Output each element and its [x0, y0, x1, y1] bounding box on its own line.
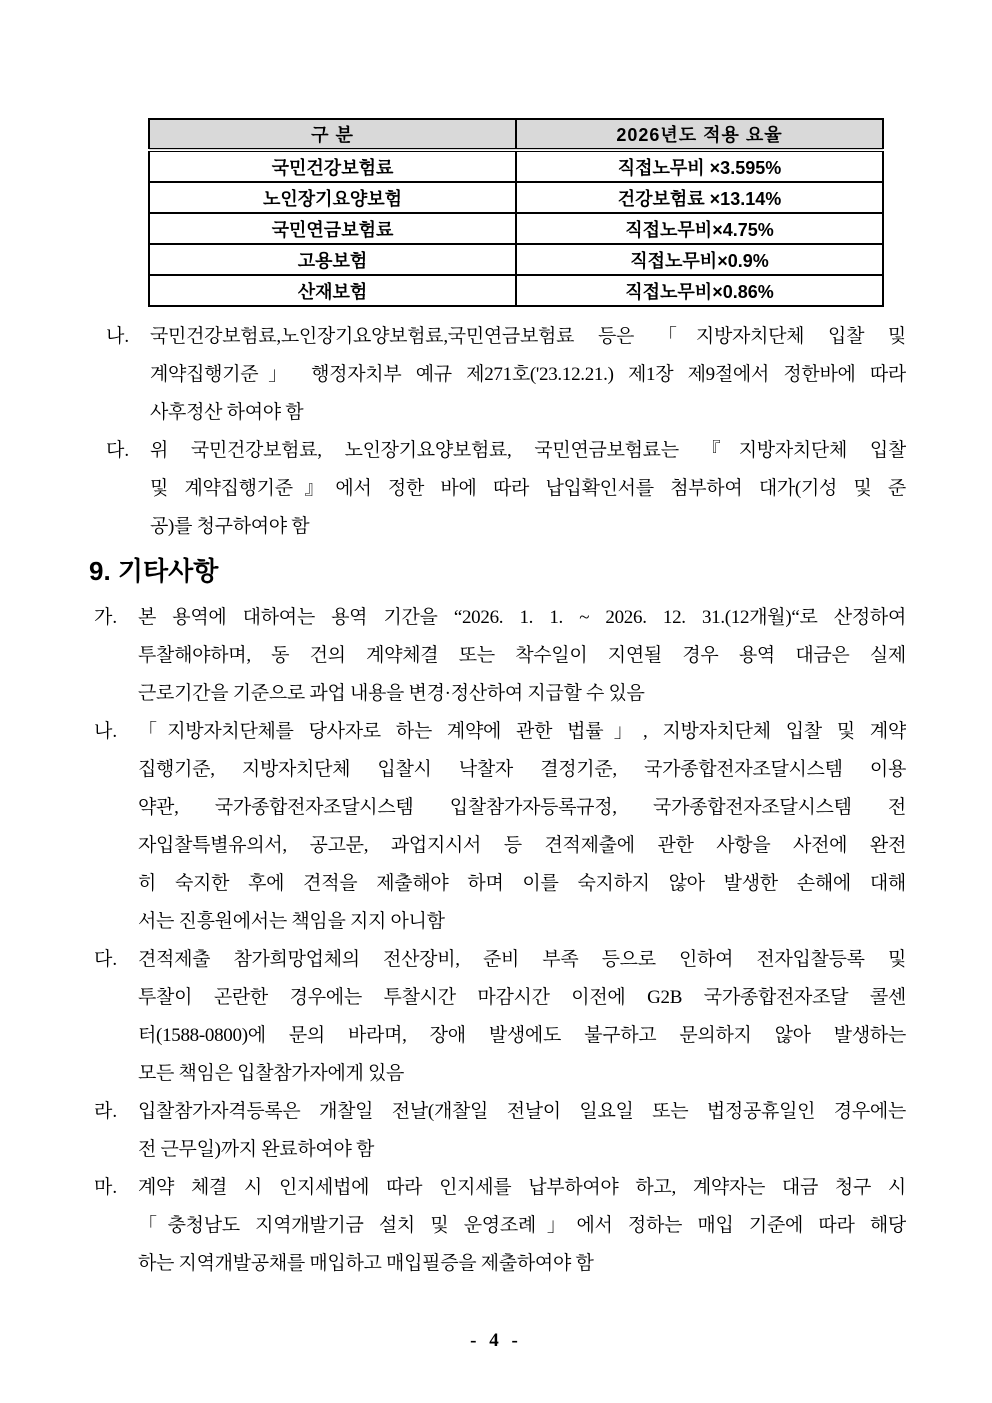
text-line: 계약 체결 시 인지세법에 따라 인지세를 납부하여야 하고, 계약자는 대금 청구 시: [138, 1177, 906, 1198]
item-lines: [150, 318, 906, 432]
text-line: 및 계약집행기준』에서 정한 바에 따라 납입확인서를 첨부하여 대가(기성 및 준: [150, 478, 906, 499]
table-row: [149, 182, 883, 213]
text-line: 전 근무일)까지 완료하여야 함: [138, 1139, 375, 1160]
text-line: 서는 진흥원에서는 책임을 지지 아니함: [138, 911, 445, 932]
cell-category: 노인장기요양보험: [149, 182, 516, 213]
text-line: 약관, 국가종합전자조달시스템 입찰참가자등록규정, 국가종합전자조달시스템 전: [138, 797, 906, 818]
text-line: 위 국민건강보험료, 노인장기요양보험료, 국민연금보험료는 『지방자치단체 입찰: [150, 440, 906, 461]
text-line: 집행기준, 지방자치단체 입찰시 낙찰자 결정기준, 국가종합전자조달시스템 이용: [138, 759, 906, 780]
section-item-ma: [94, 1169, 906, 1283]
note-item-da: [106, 432, 906, 546]
section-9-items: [94, 599, 906, 1283]
text-line: 국민건강보험료,노인장기요양보험료,국민연금보험료 등은 「지방자치단체 입찰 및: [150, 326, 906, 347]
section-9-heading: 9. 기타사항: [89, 556, 219, 586]
text-line: 히 숙지한 후에 견적을 제출해야 하며 이를 숙지하지 않아 발생한 손해에 대해: [138, 873, 906, 894]
table-row: [149, 244, 883, 275]
column-header-rate: 2026년도 적용 요율: [516, 119, 883, 150]
item-marker: 나.: [94, 721, 118, 742]
note-item-na: [106, 318, 906, 432]
cell-rate: 건강보험료 ×13.14%: [516, 182, 883, 213]
item-lines: [138, 713, 906, 941]
cell-category: 고용보험: [149, 244, 516, 275]
item-marker: 나.: [106, 326, 130, 347]
page-number: - 4 -: [470, 1330, 522, 1351]
text-line: 「충청남도 지역개발기금 설치 및 운영조례」에서 정하는 매입 기준에 따라 해당: [138, 1215, 906, 1236]
item-marker: 다.: [94, 949, 118, 970]
text-line: 견적제출 참가희망업체의 전산장비, 준비 부족 등으로 인하여 전자입찰등록 및: [138, 949, 906, 970]
cell-rate: 직접노무비 ×3.595%: [516, 150, 883, 182]
column-header-category: 구 분: [149, 119, 516, 150]
item-marker: 라.: [94, 1101, 118, 1122]
insurance-rate-table: [148, 118, 884, 307]
cell-category: 국민건강보험료: [149, 150, 516, 182]
item-marker: 가.: [94, 607, 118, 628]
text-line: 터(1588-0800)에 문의 바라며, 장애 발생에도 불구하고 문의하지 않아 발생하는: [138, 1025, 906, 1046]
item-marker: 다.: [106, 440, 130, 461]
text-line: 입찰참가자격등록은 개찰일 전날(개찰일 전날이 일요일 또는 법정공휴일인 경우에는: [138, 1101, 906, 1122]
table-row: [149, 150, 883, 182]
table-row: [149, 275, 883, 306]
text-line: 근로기간을 기준으로 과업 내용을 변경·정산하여 지급할 수 있음: [138, 683, 645, 704]
section-item-da: [94, 941, 906, 1093]
cell-category: 국민연금보험료: [149, 213, 516, 244]
text-line: 계약집행기준」 행정자치부 예규 제271호('23.12.21.) 제1장 제9절에서 정한바에 따라: [150, 364, 906, 385]
item-lines: [138, 1169, 906, 1283]
notes-list: [106, 318, 906, 546]
cell-category: 산재보험: [149, 275, 516, 306]
item-lines: [138, 941, 906, 1093]
text-line: 모든 책임은 입찰참가자에게 있음: [138, 1063, 405, 1084]
text-line: 하는 지역개발공채를 매입하고 매입필증을 제출하여야 함: [138, 1253, 594, 1274]
text-line: 투찰이 곤란한 경우에는 투찰시간 마감시간 이전에 G2B 국가종합전자조달 콜센: [138, 987, 906, 1008]
text-line: 「지방자치단체를 당사자로 하는 계약에 관한 법률」, 지방자치단체 입찰 및 계약: [138, 721, 906, 742]
table-header-row: [149, 119, 883, 150]
section-item-ga: [94, 599, 906, 713]
cell-rate: 직접노무비×4.75%: [516, 213, 883, 244]
item-lines: [138, 599, 906, 713]
section-item-ra: [94, 1093, 906, 1169]
text-line: 사후정산 하여야 함: [150, 402, 304, 423]
text-line: 자입찰특별유의서, 공고문, 과업지시서 등 견적제출에 관한 사항을 사전에 완전: [138, 835, 906, 856]
cell-rate: 직접노무비×0.86%: [516, 275, 883, 306]
item-lines: [138, 1093, 906, 1169]
table-row: [149, 213, 883, 244]
text-line: 투찰해야하며, 동 건의 계약체결 또는 착수일이 지연될 경우 용역 대금은 실제: [138, 645, 906, 666]
text-line: 공)를 청구하여야 함: [150, 516, 310, 537]
item-lines: [150, 432, 906, 546]
section-item-na: [94, 713, 906, 941]
cell-rate: 직접노무비×0.9%: [516, 244, 883, 275]
item-marker: 마.: [94, 1177, 118, 1198]
text-line: 본 용역에 대하여는 용역 기간을 “2026. 1. 1. ~ 2026. 12. 31.(12개월)“로 산정하여: [138, 607, 906, 628]
